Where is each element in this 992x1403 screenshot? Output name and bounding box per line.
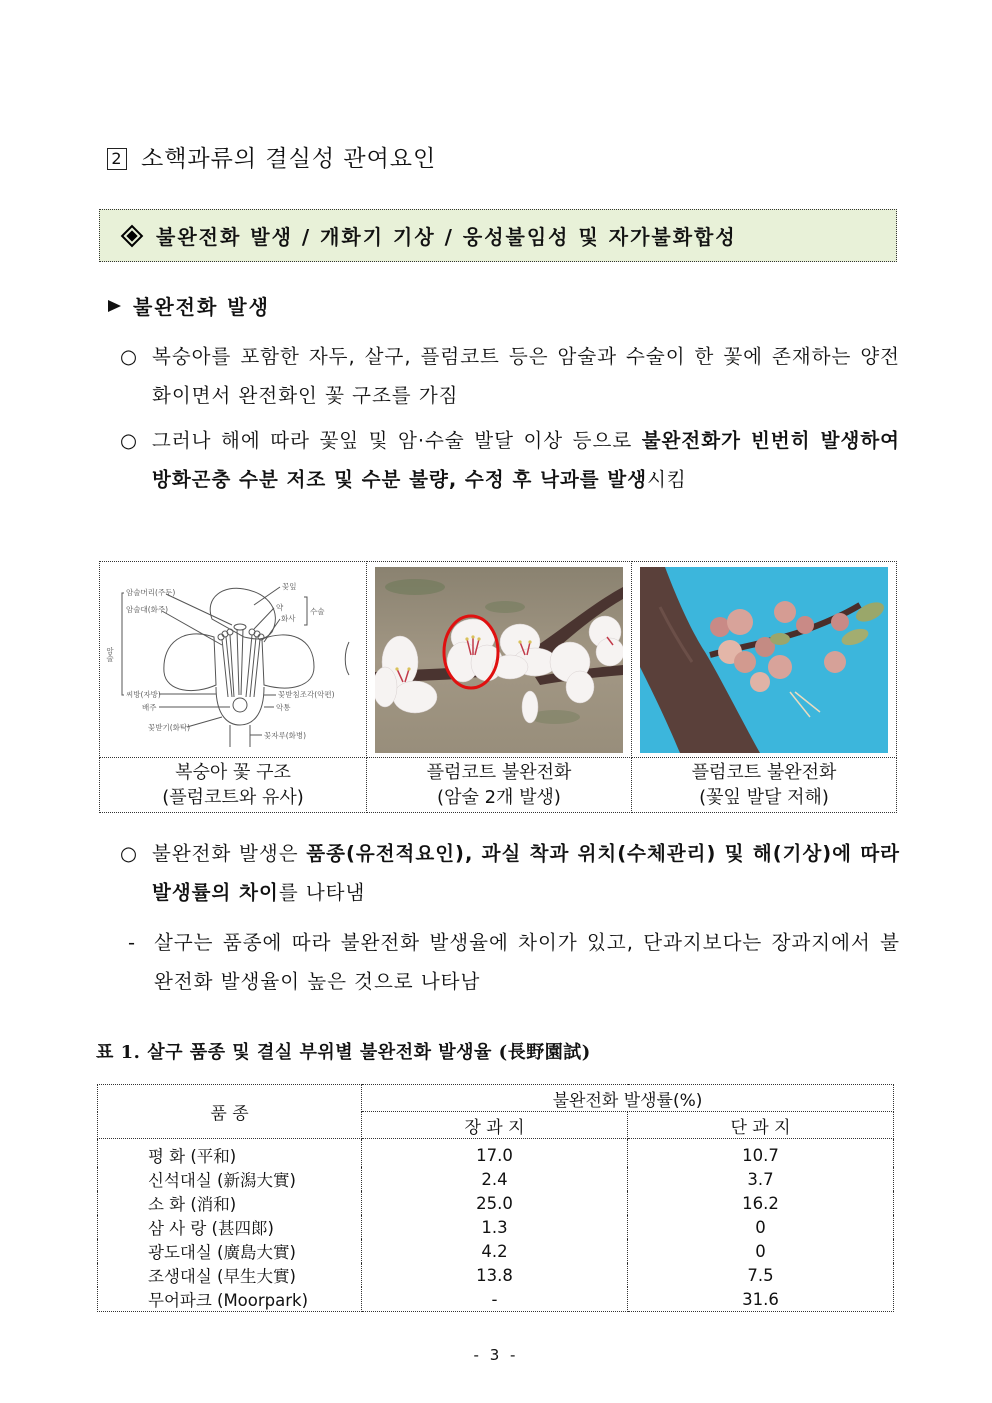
section-title-text: 소핵과류의 결실성 관여요인 [141,146,437,172]
subheading [108,291,270,320]
figure-cell-photo-2 [632,562,897,758]
paragraph-text-tail: 를 나타냄 [278,881,366,904]
table-caption: 표 1. 살구 품종 및 결실 부위별 불완전화 발생율 (長野園試) [96,1042,591,1063]
paragraph-text [152,421,900,499]
short-shoot-value: 3.7 [628,1167,894,1191]
paragraph-text-bold: 불완전화가 빈번히 발생하여 방화곤충 수분 저조 및 수분 불량, 수정 후 낙과를 발생 [152,429,901,491]
paragraph-text-tail: 시킴 [647,468,687,491]
diagram-label-stamen: 수술 [310,606,325,616]
figure-caption-2 [367,758,632,813]
paragraph-text-plain: 그러나 해에 따라 꽃잎 및 암·수술 발달 이상 등으로 [152,429,642,452]
table-row [98,1139,894,1168]
paragraph-text [152,834,900,912]
triangle-right-icon [108,300,121,312]
diagram-label-filament: 화사 [281,613,296,623]
variety-name: 삼 사 랑 (甚四郞) [98,1215,362,1239]
diagram-label-receptacle: 꽃받기(화탁) [148,722,191,732]
circle-bullet-icon: ○ [120,429,139,452]
circle-bullet-icon: ○ [120,345,139,368]
table-row [98,1263,894,1287]
short-shoot-value: 10.7 [628,1139,894,1168]
diagram-label-sepal: 꽃받침조각(악편) [278,689,335,699]
short-shoot-value: 31.6 [628,1287,894,1312]
long-shoot-value: 17.0 [362,1139,628,1168]
plumcot-petal-inhibition-photo [636,567,892,753]
paragraph-1 [120,337,900,415]
paragraph-text: 복숭아를 포함한 자두, 살구, 플럼코트 등은 암술과 수술이 한 꽃에 존재하는 양전화이면서 완전화인 꽃 구조를 가짐 [152,345,900,407]
plumcot-two-pistils-photo [371,567,627,753]
section-title [107,140,436,173]
diagram-label-petal: 꽃잎 [282,581,297,591]
subheading-text: 불완전화 발생 [133,295,270,319]
table-row [98,1287,894,1312]
header-long-shoot: 장 과 지 [362,1112,628,1139]
header-short-shoot: 단 과 지 [628,1112,894,1139]
circle-bullet-icon: ○ [120,842,139,865]
paragraph-2 [120,421,900,499]
short-shoot-value: 0 [628,1215,894,1239]
diagram-label-pedicel: 꽃자루(화병) [264,730,307,740]
table-row [98,1167,894,1191]
short-shoot-value: 16.2 [628,1191,894,1215]
header-variety: 품 종 [98,1085,362,1139]
variety-name: 신석대실 (新潟大實) [98,1167,362,1191]
section-number-box: 2 [107,148,127,170]
paragraph-text: 살구는 품종에 따라 불완전화 발생율에 차이가 있고, 단과지보다는 장과지에서 불완전화 발생율이 높은 것으로 나타남 [154,931,900,993]
figure-caption-1 [100,758,367,813]
caption-line-2: (꽃잎 발달 저해) [699,787,829,808]
caption-line-1: 플럼코트 불완전화 [691,762,837,783]
variety-name: 광도대실 (廣島大實) [98,1239,362,1263]
header-rate-group: 불완전화 발생률(%) [362,1085,894,1112]
table-row [98,1239,894,1263]
short-shoot-value: 0 [628,1239,894,1263]
incomplete-flower-rate-table [97,1084,894,1312]
diagram-label-anther: 약 [276,602,284,612]
diagram-label-pistil: 암술 [105,646,115,662]
long-shoot-value: 4.2 [362,1239,628,1263]
caption-line-2: (암술 2개 발생) [437,787,561,808]
paragraph-3 [120,834,900,912]
figure-cell-diagram [100,562,367,758]
figure-table [99,561,897,813]
dash-bullet-icon: - [128,931,137,954]
caption-line-2: (플럼코트와 유사) [162,787,304,808]
flower-structure-diagram [104,567,362,753]
long-shoot-value: 2.4 [362,1167,628,1191]
summary-highlight-text: 불완전화 발생 / 개화기 기상 / 웅성불임성 및 자가불화합성 [156,225,737,249]
variety-name: 조생대실 (早生大實) [98,1263,362,1287]
table-row [98,1215,894,1239]
variety-name: 평 화 (平和) [98,1139,362,1168]
variety-name: 소 화 (消和) [98,1191,362,1215]
table-row [98,1191,894,1215]
paragraph-text-bold: 품종(유전적요인), 과실 착과 위치(수체관리) 및 해(기상)에 따라 발생률의 차이 [152,842,900,904]
diagram-label-ovule: 배주 [142,702,157,712]
long-shoot-value: 25.0 [362,1191,628,1215]
paragraph-text-plain: 불완전화 발생은 [152,842,307,865]
long-shoot-value: 13.8 [362,1263,628,1287]
short-shoot-value: 7.5 [628,1263,894,1287]
caption-line-1: 복숭아 꽃 구조 [175,762,291,783]
diagram-label-stigma: 암술머리(주두) [126,587,176,597]
long-shoot-value: 1.3 [362,1215,628,1239]
long-shoot-value: - [362,1287,628,1312]
diamond-icon [121,224,144,247]
caption-line-1: 플럼코트 불완전화 [426,762,572,783]
summary-highlight-box [99,209,897,262]
figure-cell-photo-1 [367,562,632,758]
variety-name: 무어파크 (Moorpark) [98,1287,362,1312]
paragraph-4 [128,923,900,1001]
page-number: - 3 - [473,1346,519,1364]
figure-caption-3 [632,758,897,813]
diagram-label-calyx-tube: 악통 [276,702,291,712]
diagram-label-style: 암술대(화주) [126,604,169,614]
diagram-label-ovary: 씨방(자방) [126,689,161,699]
